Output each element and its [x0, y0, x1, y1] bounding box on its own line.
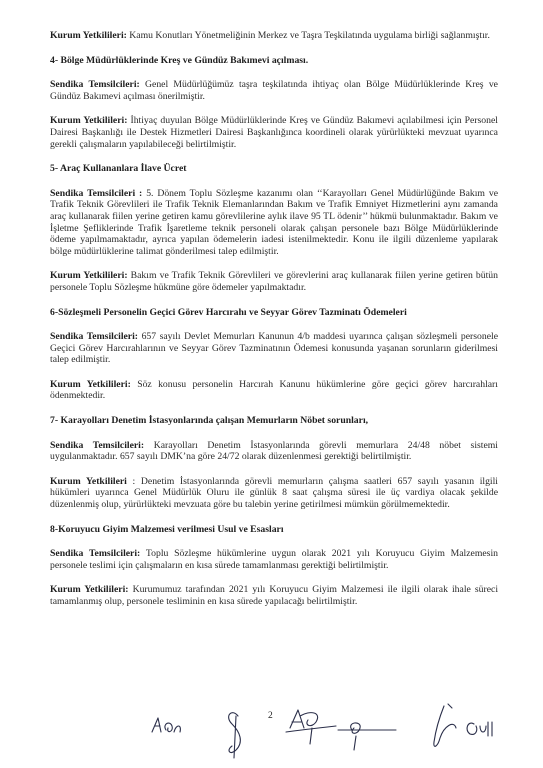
paragraph-text: Toplu Sözleşme hükümlerine uygun olarak 2021 yılı Koruyucu Giyim Malzemesin personele teslimi için çalışmaların en kısa sürede tamamlanması gerektiği belirtilmiştir. — [50, 548, 498, 571]
signature-2 — [229, 713, 241, 758]
signature-4 — [338, 723, 396, 750]
paragraph — [50, 379, 498, 402]
paragraph-text: : Denetim İstasyonlarında görevli memurların çalışma saatleri 657 sayılı yasanın ilgili hükümleri uyarınca Genel Müdürlük Oluru ile günlük 8 saat çalışma süresi ile üç vardiya olacak şekilde düzenlenmiş olup, yürürlükteki mevzuata göre bu talebin yerine getirilmesi mümkün görülmemektedir. — [50, 475, 498, 511]
paragraph-text: Bakım ve Trafik Teknik Görevlileri ve görevlerini araç kullanarak fiilen yerine getiren bütün personele Toplu Sözleşme hükmüne göre ödemeler yapılmaktadır. — [50, 270, 498, 293]
paragraph-text: Karayolları Denetim İstasyonlarında görevli memurlara 24/48 nöbet sistemi uygulanmaktadır. 657 sayılı DMK’na göre 24/72 olarak düzenlenmesi gerektiği belirtilmiştir. — [50, 439, 498, 463]
paragraph — [50, 440, 498, 463]
section-heading: 6-Sözleşmeli Personelin Geçici Görev Harcırahı ve Seyyar Görev Tazminatı Ödemeleri — [50, 306, 407, 318]
paragraph — [50, 30, 498, 42]
section-heading: 7- Karayolları Denetim İstasyonlarında çalışan Memurların Nöbet sorunları, — [50, 415, 369, 427]
speaker-label: Sendika Temsilcileri: — [50, 548, 141, 560]
speaker-label: Sendika Temsilcileri: — [50, 331, 139, 343]
paragraph-text: Kamu Konutları Yönetmeliğinin Merkez ve Taşra Teşkilatında uygulama birliği sağlanmıştır. — [129, 30, 490, 41]
paragraph — [50, 584, 498, 607]
paragraph-text: Genel Müdürlüğümüz taşra teşkilatında ihtiyaç olan Bölge Müdürlüklerinde Kreş ve Gündüz Bakımevi açılması önerilmiştir. — [50, 79, 498, 102]
speaker-label: Kurum Yetkilileri: — [50, 378, 131, 390]
signature-1 — [152, 718, 180, 732]
paragraph-text: 5. Dönem Toplu Sözleşme kazanımı olan ‘‘Karayolları Genel Müdürlüğünde Bakım ve Trafik Teknik Görevlileri ile Trafik Teknik Elemanlarından Bakım ve Trafik Emniyet Hizmetlerini aynı zamanda araç kullanarak fiilen yerine getiren kamu görevlilerine aylık ilave 95 TL ödenir’’ hükmü bulunmaktadır. Bakım ve İşletme Şefliklerinde Trafik İşaretleme teknik personeli olarak çalışan personele bazı Bölge Müdürlüklerinde ödeme yapılmamaktadır, ayrıca yapılan ödemelerin iadesi istenilmektedir. Konu ile ilgili düzenleme yapılarak bölge müdürlüklerine talimat gönderilmesi talep edilmiştir. — [50, 187, 498, 257]
speaker-label: Sendika Temsilcileri : — [50, 187, 143, 199]
paragraph-text: Söz konusu personelin Harcırah Kanunu hükümlerine göre geçici görev harcırahları ödenmektedir. — [50, 378, 498, 402]
paragraph — [50, 476, 498, 511]
paragraph — [50, 79, 498, 102]
signature-5 — [434, 704, 456, 746]
paragraph — [50, 188, 498, 258]
document-body — [50, 30, 498, 621]
paragraph — [50, 115, 498, 150]
paragraph — [50, 548, 498, 571]
paragraph-text: Kurumumuz tarafından 2021 yılı Koruyucu Giyim Malzemesi ile ilgili olarak ihale süreci tamamlanmış olup, personele tesliminin en kısa sürede yapılacağı belirtilmiştir. — [50, 584, 499, 607]
paragraph-text: 657 sayılı Devlet Memurları Kanunun 4/b maddesi uyarınca çalışan sözleşmeli personele Geçici Görev Harcırahlarının ve Seyyar Görev Tazminatının Ödemesi konusunda yaşanan sorunların giderilmesi talep edilmiştir. — [50, 331, 498, 366]
section-heading: 8-Koruyucu Giyim Malzemesi verilmesi Usul ve Esasları — [50, 523, 284, 535]
section-heading: 4- Bölge Müdürlüklerinde Kreş ve Gündüz Bakımevi açılması. — [50, 54, 309, 66]
speaker-label: Kurum Yetkilileri — [50, 475, 127, 487]
speaker-label: Sendika Temsilcileri: — [50, 79, 140, 91]
speaker-label: Kurum Yetkilileri: — [50, 584, 129, 596]
speaker-label: Kurum Yetkilileri: — [50, 30, 127, 41]
speaker-label: Kurum Yetkilileri: — [50, 270, 128, 282]
signature-6 — [467, 722, 492, 736]
signature-3 — [286, 710, 336, 744]
page-number: 2 — [268, 711, 273, 721]
paragraph-text: İhtiyaç duyulan Bölge Müdürlüklerinde Kreş ve Gündüz Bakımevi açılabilmesi için Personel Dairesi Başkanlığı ile Destek Hizmetleri Dairesi Başkanlığınca koordineli olarak yürürlükteki mevzuat uyarınca gerekli çalışmaların yapılabileceği belirtilmiştir. — [50, 115, 498, 150]
section-heading: 5- Araç Kullananlara İlave Ücret — [50, 163, 187, 175]
paragraph — [50, 331, 498, 366]
speaker-label: Kurum Yetkilileri: — [50, 115, 128, 127]
signature-area — [0, 694, 543, 768]
speaker-label: Sendika Temsilcileri: — [50, 439, 145, 451]
paragraph — [50, 270, 498, 293]
